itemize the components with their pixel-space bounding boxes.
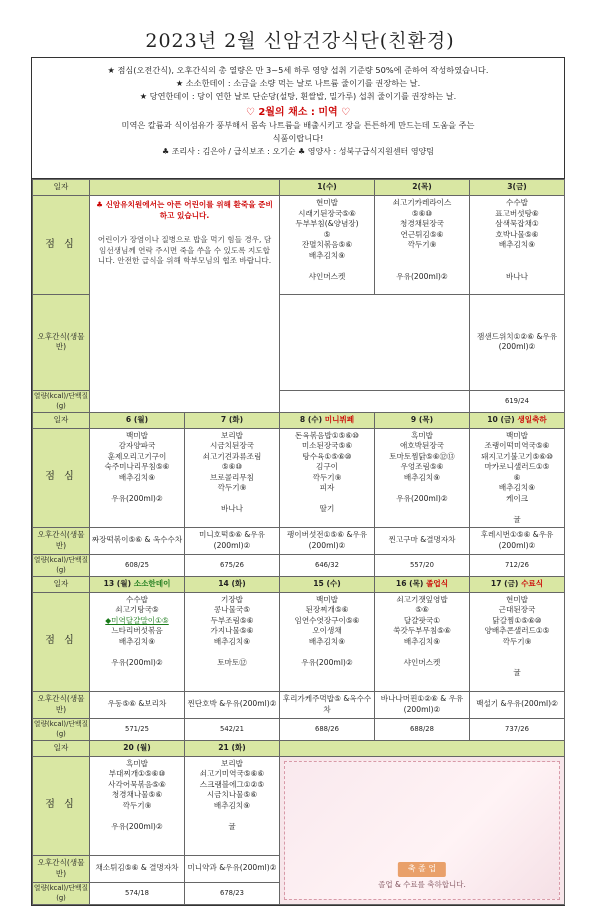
snack-row: [33, 691, 565, 718]
lunch-cell: [90, 592, 185, 691]
day-date: 1(수): [317, 182, 337, 192]
dish-item: 된장찌개⑤⑥: [305, 605, 349, 614]
dish-item: 기장밥: [220, 594, 243, 604]
lunch-row: [33, 196, 565, 295]
dish-item: 쇠고기탕국⑤: [115, 605, 159, 614]
dish-item: 백미밥: [505, 430, 528, 440]
dish-item: 청경채된장국: [399, 219, 444, 228]
kcal-cell: 542/21: [185, 718, 280, 740]
snack-cell: 미니약과 &우유(200ml)②: [185, 855, 280, 882]
row-label-day: 일자: [33, 740, 90, 756]
lunch-cell: [280, 428, 375, 527]
lunch-cell: [470, 428, 565, 527]
dish-item: 스크램블에그①②⑤: [199, 779, 265, 789]
lunch-cell: [375, 428, 470, 527]
row-label-kcal: 열량(kcal)/단백질(g): [33, 555, 89, 574]
dish-item: 깍두기⑨: [217, 483, 247, 492]
dish-item: [375, 251, 469, 262]
dish-item: 잔멸치볶음⑤⑥: [301, 240, 353, 249]
lunch-row: [33, 592, 565, 691]
dish-item: 마카로니샐러드①⑤: [484, 462, 550, 471]
day-cell: [90, 576, 185, 592]
notice-body: 어린이가 장염이나 질병으로 밥을 먹기 힘들 경우, 담임선생님께 연락 주시면 죽을 쑤을 수 있도록 지도합니다. 안전한 급식을 위해 학부모님의 협조 바랍니다.: [97, 235, 272, 265]
vegetable-heading-text: 2월의 채소 : 미역: [258, 107, 338, 118]
dish-item: 훈제오리고기구이: [107, 451, 167, 461]
kcal-cell: 557/20: [375, 554, 470, 576]
lunch-cell: [185, 756, 280, 855]
dish-item: 시금치나물⑤⑥: [206, 790, 258, 799]
dish-item: 수수밥: [505, 198, 528, 207]
lunch-cell: [375, 592, 470, 691]
dish-item: 우유(200ml)②: [396, 271, 448, 281]
dish-item: 닭갈찜①⑤⑥⑩: [492, 615, 542, 625]
dish-item: 보리밥: [220, 430, 243, 440]
dish-item: 토마토찜닭⑤⑥⑫⑬: [389, 451, 455, 461]
dish-item: 미소된장국⑤⑥: [301, 441, 353, 450]
dish-item: 깍두기⑨: [312, 472, 342, 482]
dish-item: [470, 647, 564, 658]
snack-cell: 후리가케주먹밥⑤ &옥수수차: [280, 691, 375, 718]
dish-item: [470, 504, 564, 515]
heart-icon: ♡: [245, 107, 255, 118]
day-header-row: [33, 740, 565, 756]
row-label-kcal: 열량(kcal)/단백질(g): [33, 719, 89, 738]
dish-item: 호박나물⑤⑥: [495, 229, 539, 239]
snack-cell: 채소튀김⑤⑥ & 결명자차: [90, 855, 185, 882]
dish-item: 두부부침(&양념장): [295, 219, 359, 228]
dish-item: 가지나물⑤⑥: [210, 626, 254, 635]
lunch-cell: [470, 196, 565, 295]
day-cell: [280, 412, 375, 428]
day-event: 수료식: [521, 578, 544, 588]
dish-item: ⑤⑥⑩: [411, 208, 433, 218]
dish-item: 우엉조림⑤⑥: [400, 462, 444, 471]
dish-item: 김구이: [315, 462, 338, 471]
dish-item: ⑥: [513, 472, 521, 482]
kcal-row: [33, 554, 565, 576]
row-label-lunch: 점 심: [33, 428, 90, 527]
day-event: 생일축하: [517, 414, 547, 424]
day-header-row: [33, 576, 565, 592]
day-cell: [470, 412, 565, 428]
dish-item: 백미밥: [125, 430, 148, 440]
day-cell-empty: [90, 180, 280, 196]
kcal-cell-empty: [280, 390, 470, 412]
snack-cell: 잼샌드위치①②⑥ &우유(200ml)②: [470, 295, 565, 391]
snack-cell: 미니호떡⑤⑥ &우유(200ml)②: [185, 527, 280, 554]
dish-item: 백미밥: [315, 594, 338, 604]
info-line: ★ 당연한데이 : 당이 연한 날로 단순당(설탕, 흰쌀밥, 밀가루) 섭취 줄이기를 권장하는 날.: [139, 91, 457, 101]
dish-item: 브로콜리무침: [209, 472, 254, 482]
dish-item: 시금치된장국: [209, 441, 254, 450]
lunch-cell: [185, 428, 280, 527]
dish-item: 배추김치⑨: [213, 636, 251, 646]
dish-item: 우유(200ml)②: [301, 657, 353, 667]
kcal-cell: 712/26: [470, 554, 565, 576]
day-event: 소소한데이: [133, 578, 171, 588]
dish-item: 피자: [319, 483, 335, 492]
dish-item: 샤인머스켓: [308, 271, 346, 281]
dish-item: 우유(200ml)②: [111, 493, 163, 503]
day-date: 3(금): [507, 182, 527, 192]
day-cell: [90, 740, 185, 756]
dish-item: [90, 811, 184, 822]
snack-cell: 찐단호박 &우유(200ml)②: [185, 691, 280, 718]
row-label-snack: 오후간식(생물반): [33, 295, 90, 391]
day-cell: [280, 180, 375, 196]
kcal-cell: 646/32: [280, 554, 375, 576]
dish-item: 배추김치⑨: [308, 250, 346, 260]
dish-item: 현미밥: [505, 594, 528, 604]
kcal-cell: 571/25: [90, 718, 185, 740]
snack-cell: 짜장떡볶이⑤⑥ & 옥수수차: [90, 527, 185, 554]
page-title: 2023년 2월 신암건강식단(친환경): [145, 30, 455, 52]
day-date: 8 (수): [299, 414, 323, 424]
snack-cell: 후레시번①⑤⑥ &우유(200ml)②: [470, 527, 565, 554]
day-cell: [470, 180, 565, 196]
snack-cell: 백설기 &우유(200ml)②: [470, 691, 565, 718]
dish-item: 딸기: [319, 504, 335, 513]
dish-item: 감자양파국: [118, 441, 156, 450]
dish-item: 오이생채: [312, 626, 342, 635]
vegetable-heading: [32, 106, 564, 119]
dish-item: 보리밥: [220, 758, 243, 768]
dish-item: 두부조림⑤⑥: [210, 615, 254, 625]
row-label-snack: 오후간식(생물반): [33, 855, 90, 882]
day-event: 미니뷔페: [324, 414, 355, 424]
menu-sheet: [31, 57, 565, 906]
dish-item: 쇠고기견과류조림: [202, 451, 262, 461]
dish-item: [375, 261, 469, 272]
day-date: 10 (금): [487, 414, 515, 424]
row-label-kcal: 열량(kcal)/단백질(g): [33, 883, 89, 902]
dish-item: [470, 261, 564, 272]
staff-credits: ♣ 조리사 : 김은아 / 급식보조 : 오기순 ♣ 영양사 : 성북구급식지원센터 영양팀: [161, 147, 435, 156]
dish-item: 쇠고기카레라이스: [392, 198, 452, 207]
day-cell: [375, 180, 470, 196]
dish-item: 흑미밥: [410, 430, 433, 440]
dish-item: 수수밥: [125, 594, 148, 604]
dish-item: 사각어묵볶음⑤⑥: [108, 779, 166, 789]
lunch-cell: [280, 592, 375, 691]
day-date: 14 (화): [218, 578, 246, 588]
vegetable-desc: 식품이랍니다!: [272, 133, 324, 143]
lunch-cell: [185, 592, 280, 691]
lunch-cell: [90, 756, 185, 855]
dish-item: 배추김치⑨: [118, 636, 156, 646]
dish-item: 바나나: [220, 504, 243, 513]
day-cell: [470, 576, 565, 592]
dish-item: 시래기된장국⑤⑥: [298, 208, 356, 218]
dish-item: 연근튀김⑤⑥: [400, 229, 444, 239]
row-label-lunch: 점 심: [33, 592, 90, 691]
kcal-cell: 608/25: [90, 554, 185, 576]
dish-item: [185, 811, 279, 822]
graduation-illustration: [284, 761, 560, 900]
dish-item: 돼지고기불고기⑤⑥⑩: [481, 451, 553, 461]
dish-item: 깍두기⑨: [502, 636, 532, 646]
dish-item: 느타리버섯볶음: [111, 626, 163, 635]
kcal-cell: 574/18: [90, 882, 185, 904]
lunch-cell: [90, 428, 185, 527]
day-cell-empty: [280, 740, 565, 756]
dish-item: [470, 251, 564, 262]
dish-item: 귤: [228, 821, 236, 831]
dish-item: 샤인머스켓: [403, 657, 441, 667]
day-date: 15 (수): [313, 578, 341, 588]
dish-item: 배추김치⑨: [308, 636, 346, 646]
graduation-picture: [280, 756, 565, 904]
day-header-row: [33, 412, 565, 428]
lunch-row: [33, 428, 565, 527]
dish-item: 배추김치⑨: [498, 483, 536, 492]
dish-item: ⑤⑥⑩: [221, 462, 243, 471]
day-cell: [280, 576, 375, 592]
info-panel: [32, 58, 564, 179]
dish-item: [470, 658, 564, 669]
dish-item: [375, 647, 469, 658]
dish-item: [90, 647, 184, 658]
dish-item: 귤: [513, 668, 521, 677]
snack-cell: 바나나머핀①②⑥ & 우유(200ml)②: [375, 691, 470, 718]
sick-child-notice: [90, 196, 280, 413]
dish-item: 조랭이떡미역국⑤⑥: [484, 441, 550, 450]
lunch-row: [33, 756, 565, 855]
dish-item: 삼색묵잡채①: [495, 219, 539, 228]
dish-item: [375, 483, 469, 494]
dish-item: 청경채나물⑤⑥: [111, 790, 163, 799]
day-date: 2(목): [412, 182, 432, 192]
snack-cell: 팽이버섯전①⑤⑥ &우유(200ml)②: [280, 527, 375, 554]
kcal-cell: 678/23: [185, 882, 280, 904]
dish-item: 케이크: [505, 493, 528, 503]
day-header-row: [33, 180, 565, 196]
day-cell: [185, 412, 280, 428]
kcal-cell: 675/26: [185, 554, 280, 576]
menu-table: [32, 179, 565, 905]
dish-item: 귤: [513, 514, 521, 524]
day-cell: [185, 740, 280, 756]
dish-item: 배추김치⑨: [498, 240, 536, 249]
row-label-snack: 오후간식(생물반): [33, 691, 90, 718]
kcal-cell: 688/26: [280, 718, 375, 740]
day-date: 20 (월): [123, 742, 151, 752]
lunch-cell: [470, 592, 565, 691]
dish-item: ⑤: [323, 229, 331, 239]
dish-item: [185, 494, 279, 505]
day-date: 17 (금): [490, 578, 519, 588]
day-date: 6 (월): [125, 414, 149, 424]
day-date: 16 (목): [395, 578, 424, 588]
row-label-lunch: 점 심: [33, 196, 90, 295]
snack-cell: 찐고구마 &결명자차: [375, 527, 470, 554]
dish-item: 우유(200ml)②: [111, 821, 163, 831]
dish-item: 숙주미나리무침⑤⑥: [104, 462, 170, 471]
day-event: 졸업식: [426, 578, 449, 588]
day-date: 13 (월): [103, 578, 132, 588]
dish-item: 현미밥: [315, 198, 338, 207]
day-cell: [185, 576, 280, 592]
kcal-cell: 737/26: [470, 718, 565, 740]
row-label-lunch: 점 심: [33, 756, 90, 855]
info-line: ★ 점심(오전간식), 오후간식의 총 열량은 만 3~5세 하루 영양 섭취 기준량 50%에 준하여 작성하였습니다.: [107, 65, 489, 75]
dish-item: ⑤⑥: [415, 605, 429, 614]
dish-item: 쑥갓두부무침⑤⑥: [393, 626, 451, 635]
vegetable-desc: 미역은 칼륨과 식이섬유가 풍부해서 몸속 나트륨을 배출시키고 장을 튼튼하게 만드는데 도움을 주는: [121, 120, 475, 130]
dish-item: 우유(200ml)②: [396, 493, 448, 503]
dish-item: [280, 261, 374, 272]
dish-item: 콩나물국⑤: [213, 605, 251, 614]
dish-item: 쇠고기미역국⑤⑥⑥: [199, 769, 265, 778]
dish-item: 배추김치⑨: [403, 472, 441, 482]
dish-item: 깍두기⑨: [122, 800, 152, 810]
kcal-row: [33, 718, 565, 740]
dish-item: [280, 647, 374, 658]
snack-cell-empty: [280, 295, 470, 391]
dish-item: [90, 483, 184, 494]
dish-item: [280, 494, 374, 505]
snack-cell: 우동⑤⑥ &보리차: [90, 691, 185, 718]
dish-item: 돈육볶음밥①⑤⑥⑩: [295, 430, 359, 440]
dish-item: 달걀팟국①: [403, 615, 441, 625]
dish-item: 임연수엿장구이⑤⑥: [294, 615, 360, 625]
kcal-cell: 619/24: [470, 390, 565, 412]
lunch-cell: [280, 196, 375, 295]
day-date: 21 (화): [218, 742, 246, 752]
graduation-tag: 축 졸 업: [398, 862, 446, 877]
dish-item: 애호박된장국: [399, 441, 444, 450]
dish-item: ◆미역달걀말이①⑤: [105, 615, 169, 625]
dish-item: 근대된장국: [498, 605, 536, 614]
row-label-day: 일자: [33, 412, 90, 428]
day-cell: [375, 576, 470, 592]
heart-icon: ♡: [341, 107, 351, 118]
dish-item: 토마토⑫: [217, 657, 247, 667]
dish-item: 탕수육①⑤⑥⑩: [302, 451, 352, 461]
graduation-caption: 졸업 & 수료를 축하합니다.: [378, 880, 466, 889]
snack-row: [33, 527, 565, 554]
day-cell: [90, 412, 185, 428]
dish-item: 쇠고기잿잎영밥: [396, 594, 448, 604]
day-date: 7 (화): [220, 414, 244, 424]
dish-item: 흑미밥: [125, 758, 148, 768]
lunch-cell: [375, 196, 470, 295]
row-label-day: 일자: [33, 180, 90, 196]
notice-title: ♣ 신암유치원에서는 아픈 어린이를 위해 환죽을 준비하고 있습니다.: [96, 200, 273, 220]
dish-item: [185, 647, 279, 658]
info-line: ★ 소소한데이 : 소금을 소량 먹는 날로 나트륨 줄이기를 권장하는 날.: [175, 78, 421, 88]
dish-item: 우유(200ml)②: [111, 657, 163, 667]
dish-item: 표고버섯탕⑥: [495, 208, 539, 218]
dish-item: 배추김치⑨: [403, 636, 441, 646]
dish-item: 배추김치⑨: [213, 800, 251, 810]
row-label-day: 일자: [33, 576, 90, 592]
row-label-snack: 오후간식(생물반): [33, 527, 90, 554]
day-cell: [375, 412, 470, 428]
dish-item: 부대찌개①⑤⑥⑩: [108, 769, 166, 778]
dish-item: 배추김치⑨: [118, 472, 156, 482]
dish-item: 바나나: [505, 271, 528, 281]
day-date: 9 (목): [410, 414, 434, 424]
row-label-kcal: 열량(kcal)/단백질(g): [33, 391, 89, 410]
kcal-cell: 688/28: [375, 718, 470, 740]
dish-item: 양배추콘샐러드①⑤: [484, 626, 550, 635]
dish-item: 깍두기⑨: [407, 240, 437, 249]
